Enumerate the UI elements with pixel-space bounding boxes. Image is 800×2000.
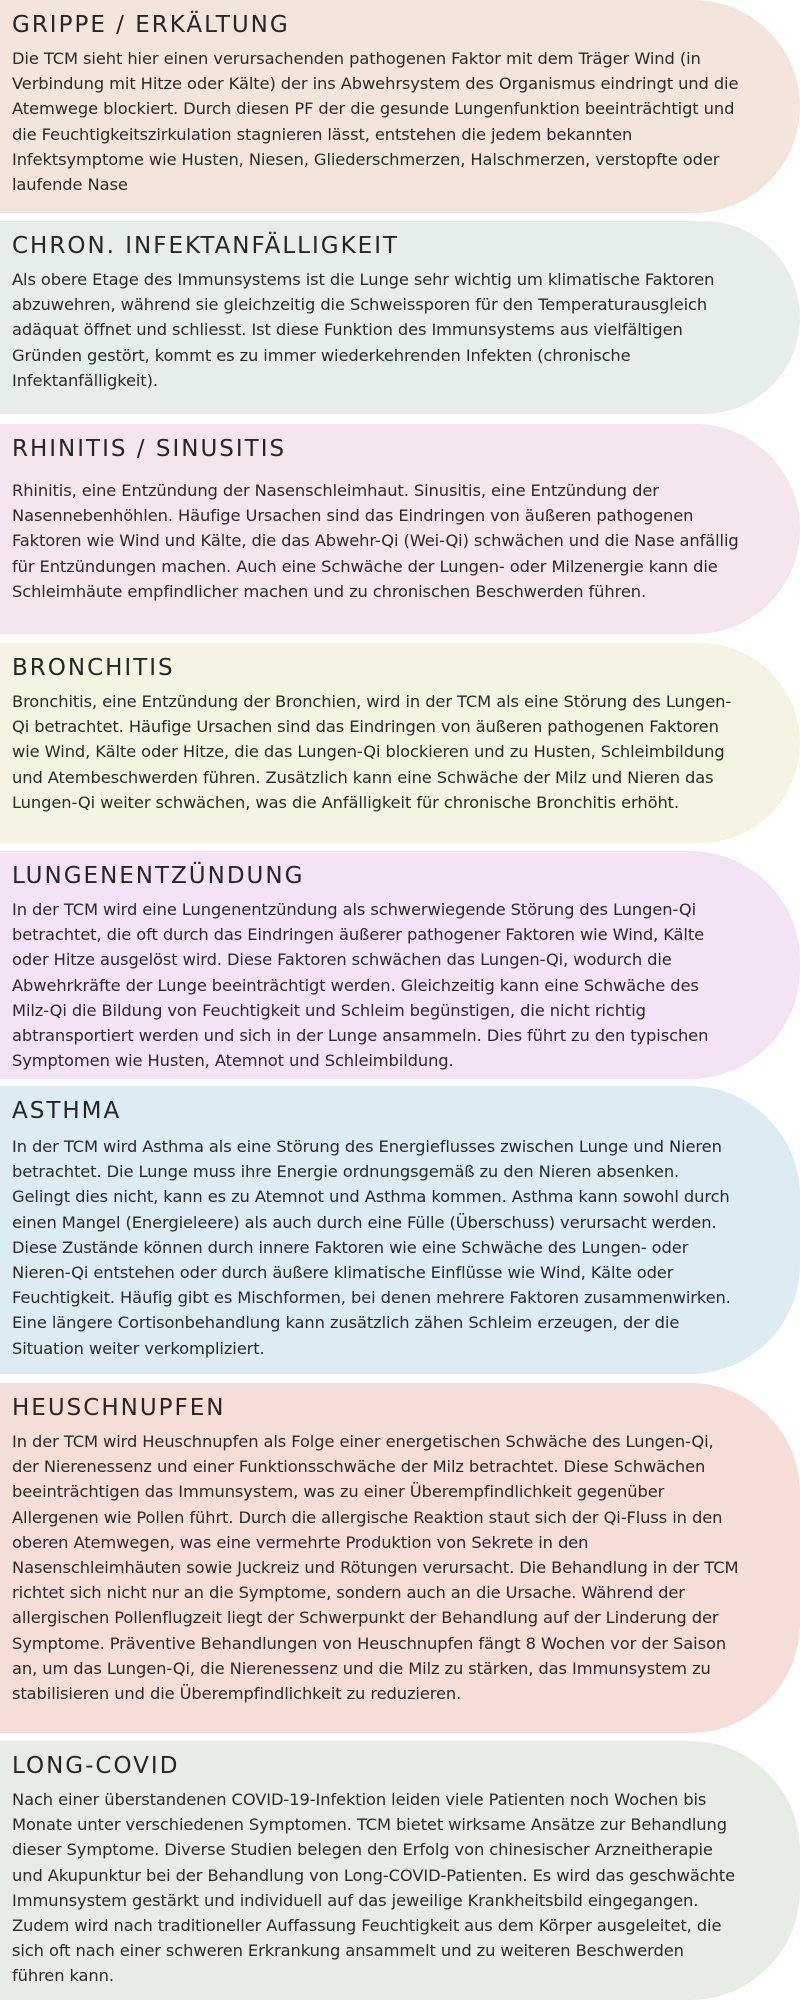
section-title: ASTHMA [12,1098,122,1124]
section-rhinitis-sinusitis [0,424,800,634]
section-text: In der TCM wird Heuschnupfen als Folge einer energetischen Schwäche des Lungen-Qi, der Nierenessenz und einer Funktionsschwäche der Milz betrachtet. Diese Schwächen beeinträchtigen das Immunsystem, was zu einer Überempfindlichkeit gegenüber Allergenen wie Pollen führt. Durch die allergische Reaktion staut sich der Qi-Fluss in den oberen Atemwegen, was eine vermehrte Produktion von Sekrete in den Nasenschleimhäuten sowie Juckreiz und Rötungen verursacht. Die Behandlung in der TCM richtet sich nicht nur an die Symptome, sondern auch an die Ursache. Während der allergischen Pollenflugzeit liegt der Schwerpunkt der Behandlung auf der Linderung der Symptome. Präventive Behandlungen von Heuschnupfen fängt 8 Wochen vor der Saison an, um das Lungen-Qi, die Nierenessenz und die Milz zu stärken, das Immunsystem zu stabilisieren und die Überempfindlichkeit zu reduzieren. [12,1432,739,1704]
section-text: In der TCM wird eine Lungenentzündung als schwerwiegende Störung des Lungen-Qi betrachtet, die oft durch das Eindringen äußerer pathogener Faktoren wie Wind, Kälte oder Hitze ausgelöst wird. Diese Faktoren schwächen das Lungen-Qi, wodurch die Abwehrkräfte der Lunge beeinträchtigt werden. Gleichzeitig kann eine Schwäche des Milz-Qi die Bildung von Feuchtigkeit und Schleim begünstigen, die nicht richtig abtransportiert werden und sich in der Lunge ansammeln. Dies führt zu den typischen Symptomen wie Husten, Atemnot und Schleimbildung. [12,900,709,1071]
section-asthma [0,1086,800,1374]
section-title: LUNGENENTZÜNDUNG [12,863,305,889]
section-bronchitis [0,643,800,843]
section-title: CHRON. INFEKTANFÄLLIGKEIT [12,233,400,259]
section-text: Als obere Etage des Immunsystems ist die Lunge sehr wichtig um klimatische Faktoren abzuwehren, während sie gleichzeitig die Schweissporen für den Temperaturausgleich adäquat öffnet und schliesst. Ist diese Funktion des Immunsystems aus vielfältigen Gründen gestört, kommt es zu immer wiederkehrenden Infekten (chronische Infektanfälligkeit). [12,270,715,390]
section-text: Nach einer überstandenen COVID-19-Infektion leiden viele Patienten noch Wochen bis Monate unter verschiedenen Symptomen. TCM bietet wirksame Ansätze zur Behandlung dieser Symptome. Diverse Studien belegen den Erfolg von chinesischer Arzneitherapie und Akupunktur bei der Behandlung von Long-COVID-Patienten. Es wird das geschwächte Immunsystem gestärkt und individuell auf das jeweilige Krankheitsbild eingegangen. Zudem wird nach traditioneller Auffassung Feuchtigkeit aus dem Körper ausgeleitet, die sich oft nach einer schweren Erkrankung ansammelt und zu weiteren Beschwerden führen kann. [12,1790,736,1986]
section-title: GRIPPE / ERKÄLTUNG [12,12,290,38]
section-lungenentzuendung [0,851,800,1079]
section-text: Rhinitis, eine Entzündung der Nasenschleimhaut. Sinusitis, eine Entzündung der Nasennebenhöhlen. Häufige Ursachen sind das Eindringen von äußeren pathogenen Faktoren wie Wind und Kälte, die das Abwehr-Qi (Wei-Qi) schwächen und die Nase anfällig für Entzündungen machen. Auch eine Schwäche der Lungen- oder Milzenergie kann die Schleimhäute empfindlicher machen und zu chronischen Beschwerden führen. [12,481,739,601]
section-text: Bronchitis, eine Entzündung der Bronchien, wird in der TCM als eine Störung des Lungen-Qi betrachtet. Häufige Ursachen sind das Eindringen von äußeren pathogenen Faktoren wie Wind, Kälte oder Hitze, die das Lungen-Qi blockieren und zu Husten, Schleimbildung und Atembeschwerden führen. Zusätzlich kann eine Schwäche der Milz und Nieren das Lungen-Qi weiter schwächen, was die Anfälligkeit für chronische Bronchitis erhöht. [12,692,732,812]
section-text: In der TCM wird Asthma als eine Störung des Energieflusses zwischen Lunge und Nieren betrachtet. Die Lunge muss ihre Energie ordnungsgemäß zu den Nieren absenken. Gelingt dies nicht, kann es zu Atemnot und Asthma kommen. Asthma kann sowohl durch einen Mangel (Energieleere) als auch durch eine Fülle (Überschuss) verursacht werden. Diese Zustände können durch innere Faktoren wie eine Schwäche des Lungen- oder Nieren-Qi entstehen oder durch äußere klimatische Einflüsse wie Wind, Kälte oder Feuchtigkeit. Häufig gibt es Mischformen, bei denen mehrere Faktoren zusammenwirken. Eine längere Cortisonbehandlung kann zusätzlich zähen Schleim erzeugen, der die Situation weiter verkompliziert. [12,1137,731,1358]
section-chron-infektanfaelligkeit [0,221,800,414]
section-title: LONG-COVID [12,1753,180,1779]
section-text: Die TCM sieht hier einen verursachenden pathogenen Faktor mit dem Träger Wind (in Verbindung mit Hitze oder Kälte) der ins Abwehrsystem des Organismus eindringt und die Atemwege blockiert. Durch diesen PF der die gesunde Lungenfunktion beeinträchtigt und die Feuchtigkeitszirkulation stagnieren lässt, entstehen die jedem bekannten Infektsymptome wie Husten, Niesen, Gliederschmerzen, Halschmerzen, verstopfte oder laufende Nase [12,49,739,195]
section-grippe-erkaeltung [0,0,800,213]
section-title: RHINITIS / SINUSITIS [12,436,287,462]
section-title: BRONCHITIS [12,655,175,681]
section-long-covid [0,1741,800,2000]
section-heuschnupfen [0,1383,800,1733]
section-title: HEUSCHNUPFEN [12,1395,226,1421]
